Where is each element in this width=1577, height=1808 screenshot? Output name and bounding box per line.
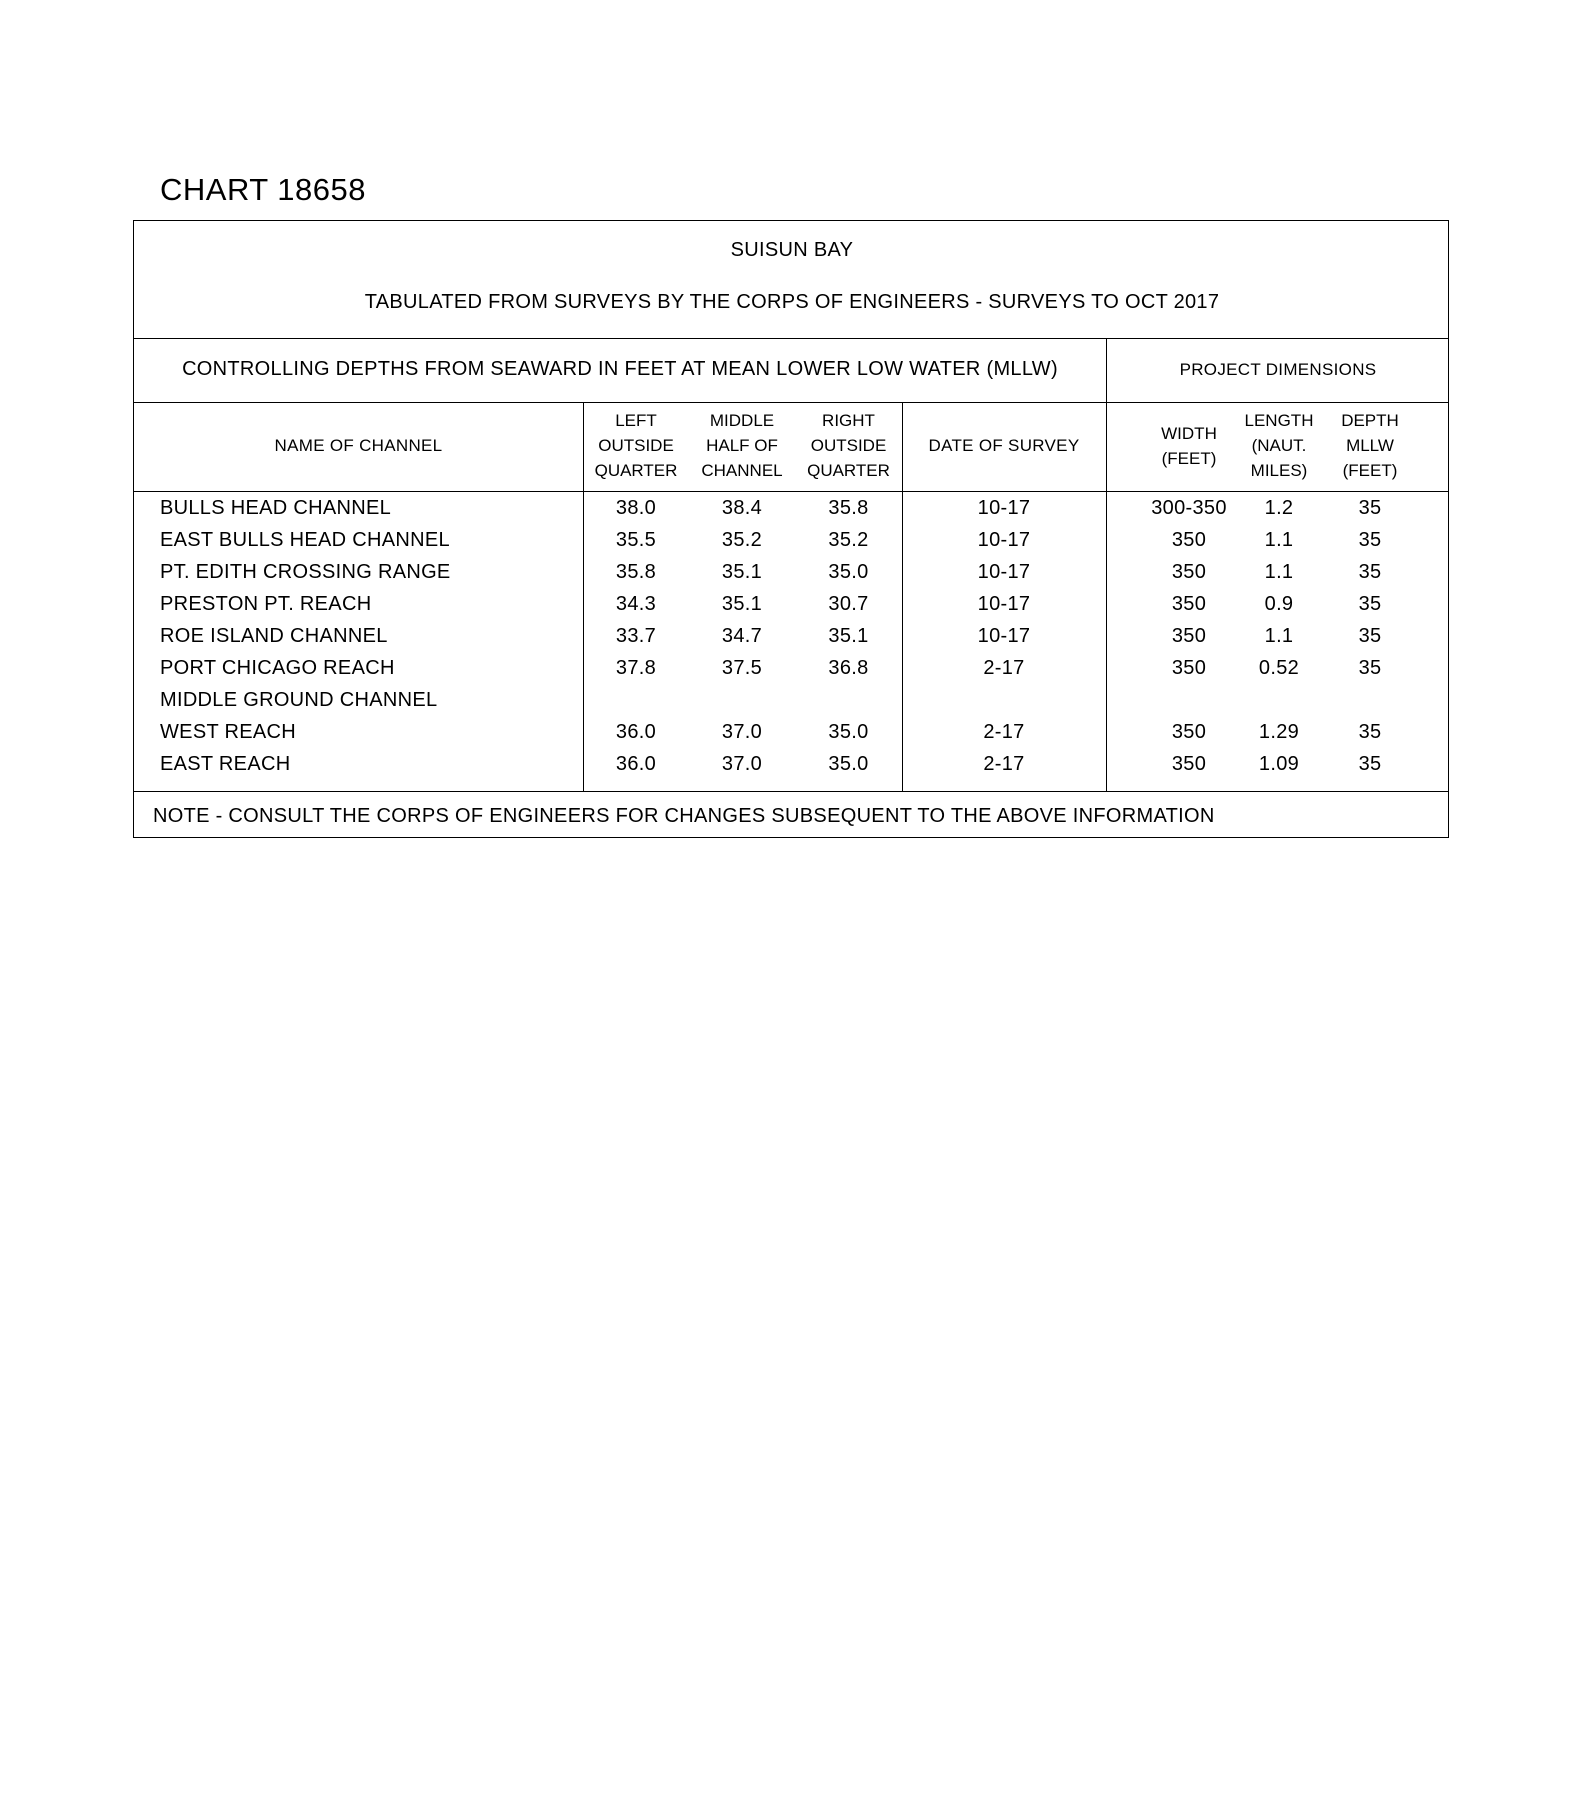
col-middle-half — [689, 408, 795, 483]
width-value: 350 — [1171, 561, 1207, 583]
middle-half-value: 35.1 — [721, 593, 763, 615]
channel-name: EAST BULLS HEAD CHANNEL — [160, 529, 450, 551]
rule-controlling — [134, 402, 1448, 403]
table-row — [134, 753, 1450, 781]
col-depth-line2: MLLW — [1346, 436, 1394, 455]
width-value: 350 — [1171, 657, 1207, 679]
col-date-of-survey: DATE OF SURVEY — [928, 436, 1080, 455]
controlling-header: CONTROLLING DEPTHS FROM SEAWARD IN FEET AT MEAN LOWER LOW WATER (MLLW) — [182, 358, 1058, 380]
col-length — [1242, 408, 1316, 483]
project-header: PROJECT DIMENSIONS — [1179, 360, 1377, 379]
length-value: 1.1 — [1264, 625, 1294, 647]
middle-half-value: 35.1 — [721, 561, 763, 583]
left-quarter-value: 38.0 — [615, 497, 657, 519]
left-quarter-value: 37.8 — [615, 657, 657, 679]
table-row — [134, 625, 1450, 653]
length-value: 1.09 — [1258, 753, 1300, 775]
col-width-line1: WIDTH — [1161, 424, 1217, 443]
channel-name: ROE ISLAND CHANNEL — [160, 625, 388, 647]
depth-value: 35 — [1358, 753, 1382, 775]
depth-value: 35 — [1358, 529, 1382, 551]
depth-value: 35 — [1358, 561, 1382, 583]
col-left-line2: OUTSIDE — [598, 436, 674, 455]
survey-date: 2-17 — [983, 657, 1025, 679]
width-value: 350 — [1171, 721, 1207, 743]
col-left-line1: LEFT — [615, 411, 657, 430]
survey-date: 10-17 — [977, 561, 1031, 583]
left-quarter-value: 35.5 — [615, 529, 657, 551]
right-quarter-value: 35.0 — [828, 753, 869, 775]
col-length-line2: (NAUT. — [1251, 436, 1307, 455]
left-quarter-value: 36.0 — [615, 753, 657, 775]
col-right-outside-quarter — [795, 408, 902, 483]
col-right-line3: QUARTER — [807, 461, 890, 480]
depth-table — [133, 220, 1449, 838]
col-middle-line2: HALF OF — [706, 436, 778, 455]
channel-name: PRESTON PT. REACH — [160, 593, 372, 615]
middle-half-value: 35.2 — [721, 529, 763, 551]
channel-name: BULLS HEAD CHANNEL — [160, 497, 392, 519]
table-row — [134, 657, 1450, 685]
right-quarter-value: 35.8 — [828, 497, 869, 519]
depth-value: 35 — [1358, 593, 1382, 615]
channel-name: MIDDLE GROUND CHANNEL — [160, 689, 438, 711]
right-quarter-value: 35.0 — [828, 561, 869, 583]
col-left-outside-quarter — [583, 408, 689, 483]
rule-title — [134, 338, 1448, 339]
channel-name: PORT CHICAGO REACH — [160, 657, 395, 679]
width-value: 350 — [1171, 625, 1207, 647]
col-middle-line3: CHANNEL — [701, 461, 783, 480]
table-note: NOTE - CONSULT THE CORPS OF ENGINEERS FOR CHANGES SUBSEQUENT TO THE ABOVE INFORMATION — [153, 805, 1215, 827]
width-value: 350 — [1171, 593, 1207, 615]
length-value: 1.1 — [1264, 561, 1294, 583]
width-value: 300-350 — [1151, 497, 1227, 519]
middle-half-value: 37.0 — [721, 721, 763, 743]
col-middle-line1: MIDDLE — [709, 411, 775, 430]
channel-name: WEST REACH — [160, 721, 296, 743]
col-width-line2: (FEET) — [1161, 449, 1217, 468]
survey-date: 10-17 — [977, 593, 1031, 615]
table-row — [134, 721, 1450, 749]
table-row — [134, 529, 1450, 557]
survey-date: 10-17 — [977, 497, 1031, 519]
col-length-line3: MILES) — [1250, 461, 1308, 480]
survey-date: 2-17 — [983, 721, 1025, 743]
rule-columns — [134, 491, 1448, 492]
col-depth — [1330, 408, 1410, 483]
survey-date: 10-17 — [977, 625, 1031, 647]
col-left-line3: QUARTER — [594, 461, 678, 480]
table-row — [134, 689, 1450, 717]
col-depth-line3: (FEET) — [1342, 461, 1398, 480]
chart-title: CHART 18658 — [160, 172, 366, 207]
table-subtitle: TABULATED FROM SURVEYS BY THE CORPS OF ENGINEERS - SURVEYS TO OCT 2017 — [364, 291, 1220, 313]
rule-note — [134, 791, 1448, 792]
length-value: 1.29 — [1258, 721, 1300, 743]
middle-half-value: 37.0 — [721, 753, 763, 775]
channel-name: PT. EDITH CROSSING RANGE — [160, 561, 451, 583]
col-right-line1: RIGHT — [822, 411, 875, 430]
right-quarter-value: 35.1 — [828, 625, 869, 647]
middle-half-value: 34.7 — [721, 625, 763, 647]
col-width — [1146, 421, 1232, 471]
survey-date: 10-17 — [977, 529, 1031, 551]
left-quarter-value: 33.7 — [615, 625, 657, 647]
survey-date: 2-17 — [983, 753, 1025, 775]
table-row — [134, 497, 1450, 525]
table-row — [134, 561, 1450, 589]
table-row — [134, 593, 1450, 621]
depth-value: 35 — [1358, 657, 1382, 679]
col-depth-line1: DEPTH — [1341, 411, 1399, 430]
length-value: 1.2 — [1264, 497, 1294, 519]
table-title: SUISUN BAY — [730, 239, 854, 261]
width-value: 350 — [1171, 753, 1207, 775]
middle-half-value: 38.4 — [721, 497, 763, 519]
left-quarter-value: 35.8 — [615, 561, 657, 583]
depth-value: 35 — [1358, 721, 1382, 743]
middle-half-value: 37.5 — [721, 657, 763, 679]
col-length-line1: LENGTH — [1244, 411, 1314, 430]
right-quarter-value: 36.8 — [828, 657, 869, 679]
left-quarter-value: 36.0 — [615, 721, 657, 743]
right-quarter-value: 30.7 — [828, 593, 869, 615]
channel-name: EAST REACH — [160, 753, 291, 775]
right-quarter-value: 35.2 — [828, 529, 869, 551]
col-name-of-channel: NAME OF CHANNEL — [274, 436, 443, 455]
left-quarter-value: 34.3 — [615, 593, 657, 615]
depth-value: 35 — [1358, 497, 1382, 519]
length-value: 1.1 — [1264, 529, 1294, 551]
width-value: 350 — [1171, 529, 1207, 551]
length-value: 0.52 — [1258, 657, 1300, 679]
col-right-line2: OUTSIDE — [810, 436, 887, 455]
right-quarter-value: 35.0 — [828, 721, 869, 743]
depth-value: 35 — [1358, 625, 1382, 647]
length-value: 0.9 — [1264, 593, 1294, 615]
